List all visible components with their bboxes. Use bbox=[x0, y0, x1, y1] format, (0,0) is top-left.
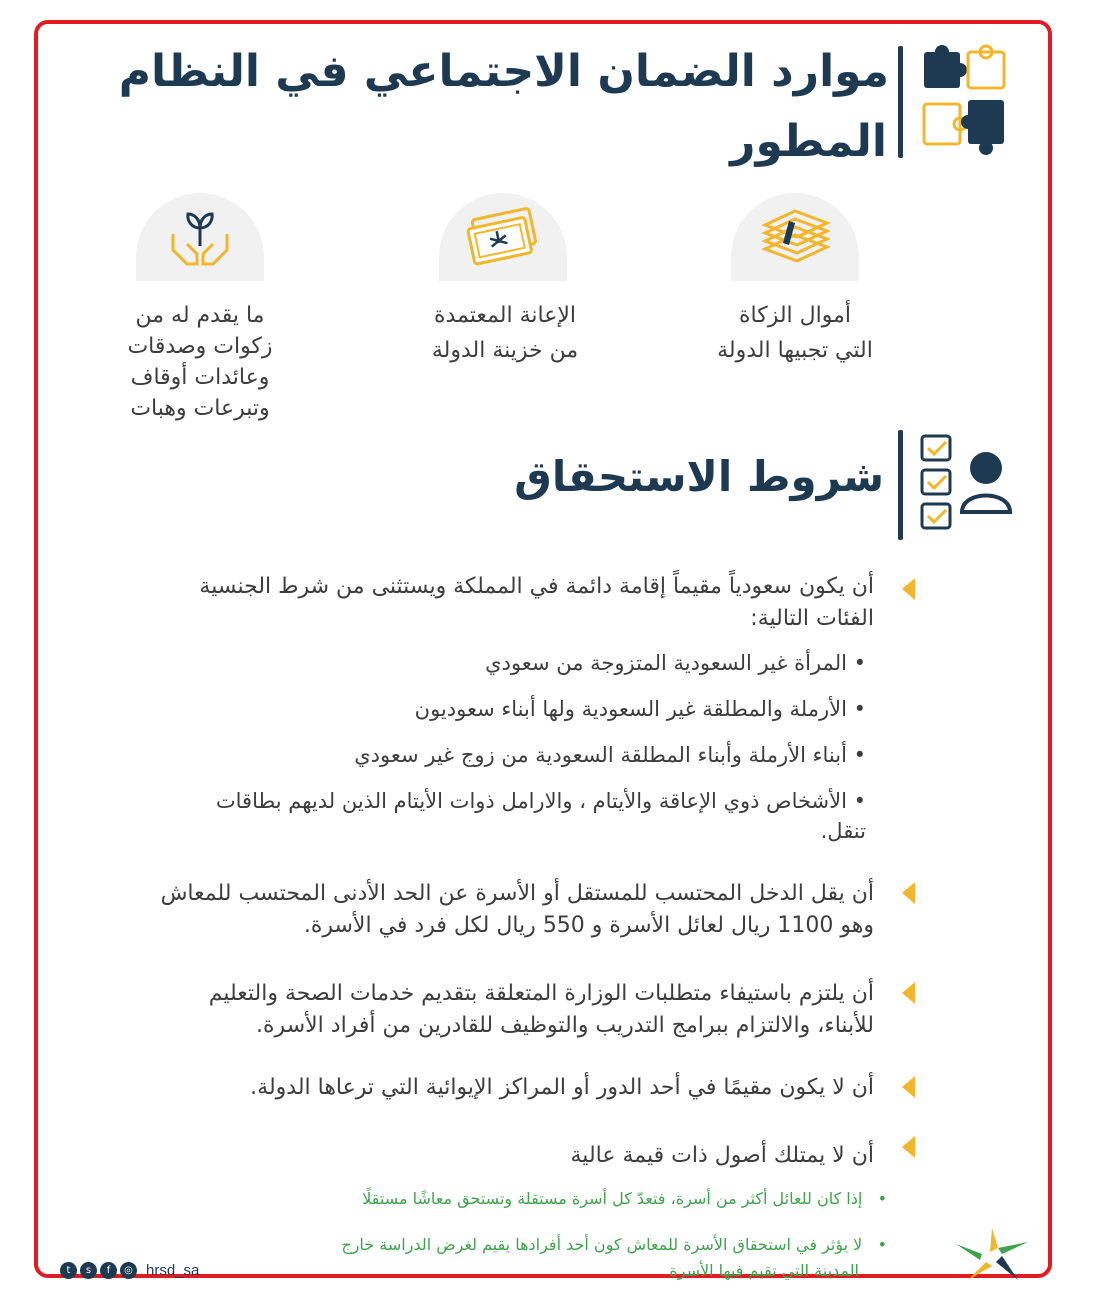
condition-4: أن لا يكون مقيمًا في أحد الدور أو المراكز الإيوائية التي ترعاها الدولة. bbox=[250, 1075, 874, 1100]
condition-1-arrow bbox=[902, 578, 915, 600]
social-links bbox=[60, 1262, 199, 1279]
facebook-icon[interactable]: f bbox=[100, 1262, 117, 1279]
checklist-person-icon bbox=[918, 432, 1018, 536]
note-2-line1: لا يؤثر في استحقاق الأسرة للمعاش كون أحد أفرادها يقيم لغرض الدراسة خارج bbox=[341, 1235, 863, 1254]
resource-donations-line1: ما يقدم له من bbox=[135, 303, 265, 328]
condition-5-arrow bbox=[902, 1136, 915, 1158]
resource-zakat-line2: التي تجبيها الدولة bbox=[717, 338, 873, 363]
condition-3-line1: أن يلتزم باستيفاء متطلبات الوزارة المتعلقة بتقديم خدمات الصحة والتعليم bbox=[208, 981, 874, 1006]
plant-hands-icon bbox=[167, 204, 233, 270]
note-2-line2: المدينة التي تقيم فيها الأسرة bbox=[669, 1261, 859, 1280]
resource-zakat-line1: أموال الزكاة bbox=[738, 303, 851, 328]
instagram-icon[interactable]: ◎ bbox=[120, 1262, 137, 1279]
page-title-line1: موارد الضمان الاجتماعي في النظام bbox=[118, 46, 889, 97]
eligibility-divider bbox=[898, 430, 903, 540]
condition-1-line1: أن يكون سعودياً مقيماً إقامة دائمة في المملكة ويستثنى من شرط الجنسية bbox=[199, 574, 874, 599]
ministry-logo-icon bbox=[950, 1222, 1034, 1286]
resource-donations-line3: وعائدات أوقاف bbox=[130, 365, 270, 390]
condition-3-line2: للأبناء، والالتزام ببرامج التدريب والتوظيف للقادرين من أفراد الأسرة. bbox=[256, 1013, 874, 1038]
resource-zakat bbox=[690, 300, 900, 366]
eligibility-title: شروط الاستحقاق bbox=[514, 452, 884, 501]
condition-2-line2: وهو 1100 ريال لعائل الأسرة و 550 ريال لكل فرد في الأسرة. bbox=[303, 913, 874, 938]
condition-2-line1: أن يقل الدخل المحتسب للمستقل أو الأسرة عن الحد الأدنى المحتسب للمعاش bbox=[160, 881, 874, 906]
page-title-line2: المطور bbox=[730, 116, 887, 167]
resource-treasury bbox=[400, 300, 610, 366]
resource-treasury-line2: من خزينة الدولة bbox=[431, 338, 579, 363]
snapchat-icon[interactable]: s bbox=[80, 1262, 97, 1279]
exception-4 bbox=[86, 786, 866, 846]
note-1-dot: • bbox=[877, 1189, 887, 1208]
exception-2: • الأرملة والمطلقة غير السعودية ولها أبناء سعوديون bbox=[414, 697, 866, 721]
exception-4-line2: تنقل. bbox=[820, 819, 866, 843]
condition-4-arrow bbox=[902, 1076, 915, 1098]
resource-donations-line4: وتبرعات وهبات bbox=[130, 396, 270, 421]
condition-5: أن لا يمتلك أصول ذات قيمة عالية bbox=[570, 1143, 874, 1168]
stacked-money-icon bbox=[757, 209, 833, 265]
exception-4-line1: • الأشخاص ذوي الإعاقة والأيتام ، والارامل ذوات الأيتام الذين لديهم بطاقات bbox=[215, 789, 866, 813]
resource-donations bbox=[100, 300, 300, 424]
condition-3 bbox=[84, 978, 874, 1042]
condition-1 bbox=[84, 571, 874, 635]
condition-2-arrow bbox=[902, 882, 915, 904]
social-handle[interactable]: hrsd_sa bbox=[146, 1262, 200, 1279]
note-1-text: إذا كان للعائل أكثر من أسرة، فتعدّ كل أسرة مستقلة وتستحق معاشًا مستقلًا bbox=[362, 1189, 863, 1208]
note-1 bbox=[247, 1186, 887, 1212]
puzzle-icon bbox=[918, 44, 1014, 164]
note-2-dot: • bbox=[877, 1235, 887, 1254]
resource-treasury-line1: الإعانة المعتمدة bbox=[434, 303, 576, 328]
condition-3-arrow bbox=[902, 982, 915, 1004]
note-2 bbox=[247, 1232, 887, 1284]
banknote-icon bbox=[464, 206, 542, 268]
exception-1: • المرأة غير السعودية المتزوجة من سعودي bbox=[485, 651, 866, 675]
resource-donations-line2: زكوات وصدقات bbox=[127, 334, 273, 359]
header-divider bbox=[898, 46, 903, 158]
exception-3: • أبناء الأرملة وأبناء المطلقة السعودية من زوج غير سعودي bbox=[354, 743, 866, 767]
condition-1-line2: الفئات التالية: bbox=[750, 606, 874, 631]
twitter-icon[interactable]: t bbox=[60, 1262, 77, 1279]
condition-2 bbox=[84, 878, 874, 942]
